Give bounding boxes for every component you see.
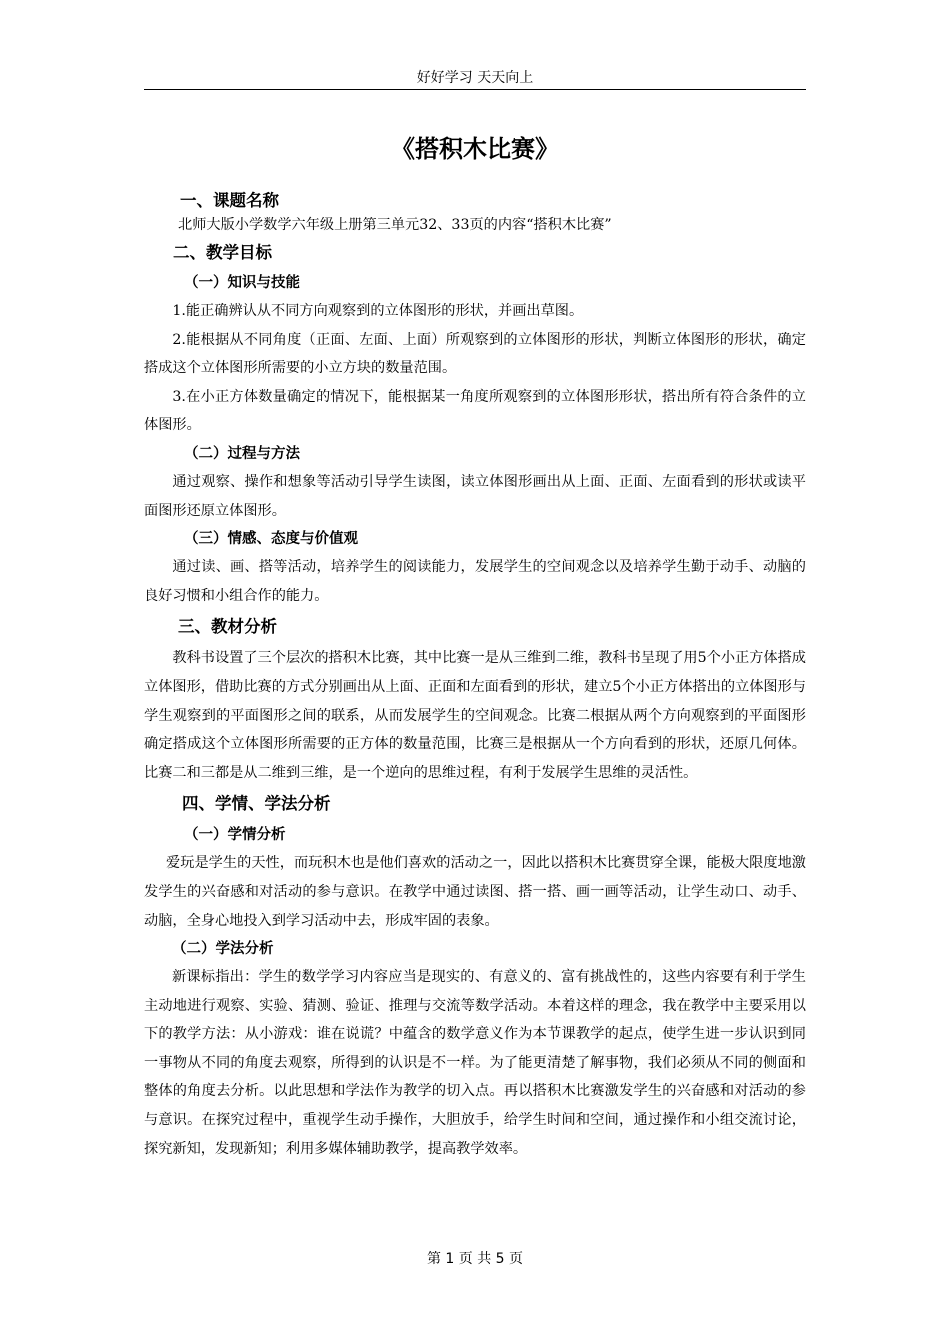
learner-situation-paragraph: 爱玩是学生的天性，而玩积木也是他们喜欢的活动之一，因此以搭积木比赛贯穿全课，能极大限度地激发学生的兴奋感和对活动的参与意识。在教学中通过读图、搭一搭、画一画等活动，让学生动口、动手、动脑，全身心地投入到学习活动中去，形成牢固的表象。 bbox=[144, 855, 806, 929]
subheading-emotion-values: （三）情感、态度与价值观 bbox=[184, 531, 358, 548]
emotion-values-paragraph: 通过读、画、搭等活动，培养学生的阅读能力，发展学生的空间观念以及培养学生勤于动手、动脑的良好习惯和小组合作的能力。 bbox=[144, 559, 806, 604]
document-body bbox=[144, 189, 806, 1163]
subheading-learning-methods: （二）学法分析 bbox=[172, 941, 274, 958]
process-methods-paragraph: 通过观察、操作和想象等活动引导学生读图，读立体图形画出从上面、正面、左面看到的形状或读平面图形还原立体图形。 bbox=[144, 473, 806, 519]
header-rule bbox=[144, 89, 806, 90]
course-name-text: 北师大版小学数学六年级上册第三单元32、33页的内容“搭积木比赛” bbox=[178, 217, 612, 233]
page-header: 好好学习 天天向上 bbox=[416, 70, 534, 86]
goal-paragraph-3: 3.在小正方体数量确定的情况下，能根据某一角度所观察到的立体图形形状，搭出所有符合条件的立体图形。 bbox=[144, 388, 806, 434]
subheading-learner-situation: （一）学情分析 bbox=[184, 827, 286, 844]
document-title: 《搭积木比赛》 bbox=[391, 135, 559, 163]
goal-paragraph-1: 1.能正确辨认从不同方向观察到的立体图形的形状，并画出草图。 bbox=[172, 303, 584, 319]
learning-methods-paragraph: 新课标指出：学生的数学学习内容应当是现实的、有意义的、富有挑战性的，这些内容要有利于学生主动地进行观察、实验、猜测、验证、推理与交流等数学活动。本着这样的理念，我在教学中主要采用以下的教学方法：从小游戏：谁在说谎？中蕴含的数学意义作为本节课教学的起点，使学生进一步认识到同一事物从不同的角度去观察，所得到的认识是不一样。为了能更清楚了解事物，我们必须从不同的侧面和整体的角度去分析。以此思想和学法作为教学的切入点。再以搭积木比赛激发学生的兴奋感和对活动的参与意识。在探究过程中，重视学生动手操作，大胆放手，给学生时间和空间，通过操作和小组交流讨论，探究新知，发现新知；利用多媒体辅助教学，提高教学效率。 bbox=[144, 969, 806, 1157]
subheading-knowledge-skills: （一）知识与技能 bbox=[184, 275, 300, 291]
goal-paragraph-2: 2.能根据从不同角度（正面、左面、上面）所观察到的立体图形的形状，判断立体图形的形状，确定搭成这个立体图形所需要的小立方块的数量范围。 bbox=[144, 331, 806, 377]
subheading-process-methods: （二）过程与方法 bbox=[184, 445, 300, 462]
section-heading-learner-analysis: 四、学情、学法分析 bbox=[182, 794, 331, 814]
section-heading-course-name: 一、课题名称 bbox=[180, 191, 279, 210]
section-heading-material-analysis: 三、教材分析 bbox=[178, 617, 277, 637]
section-heading-teaching-goals: 二、教学目标 bbox=[173, 243, 272, 262]
page-footer: 第 1 页 共 5 页 bbox=[426, 1251, 524, 1267]
material-analysis-paragraph: 教科书设置了三个层次的搭积木比赛，其中比赛一是从三维到二维，教科书呈现了用5个小正方体搭成立体图形，借助比赛的方式分别画出从上面、正面和左面看到的形状，建立5个小正方体搭出的立体图形与学生观察到的平面图形之间的联系，从而发展学生的空间观念。比赛二根据从两个方向观察到的平面图形确定搭成这个立体图形所需要的正方体的数量范围，比赛三是根据从一个方向看到的形状，还原几何体。比赛二和三都是从二维到三维，是一个逆向的思维过程，有利于发展学生思维的灵活性。 bbox=[144, 650, 806, 781]
